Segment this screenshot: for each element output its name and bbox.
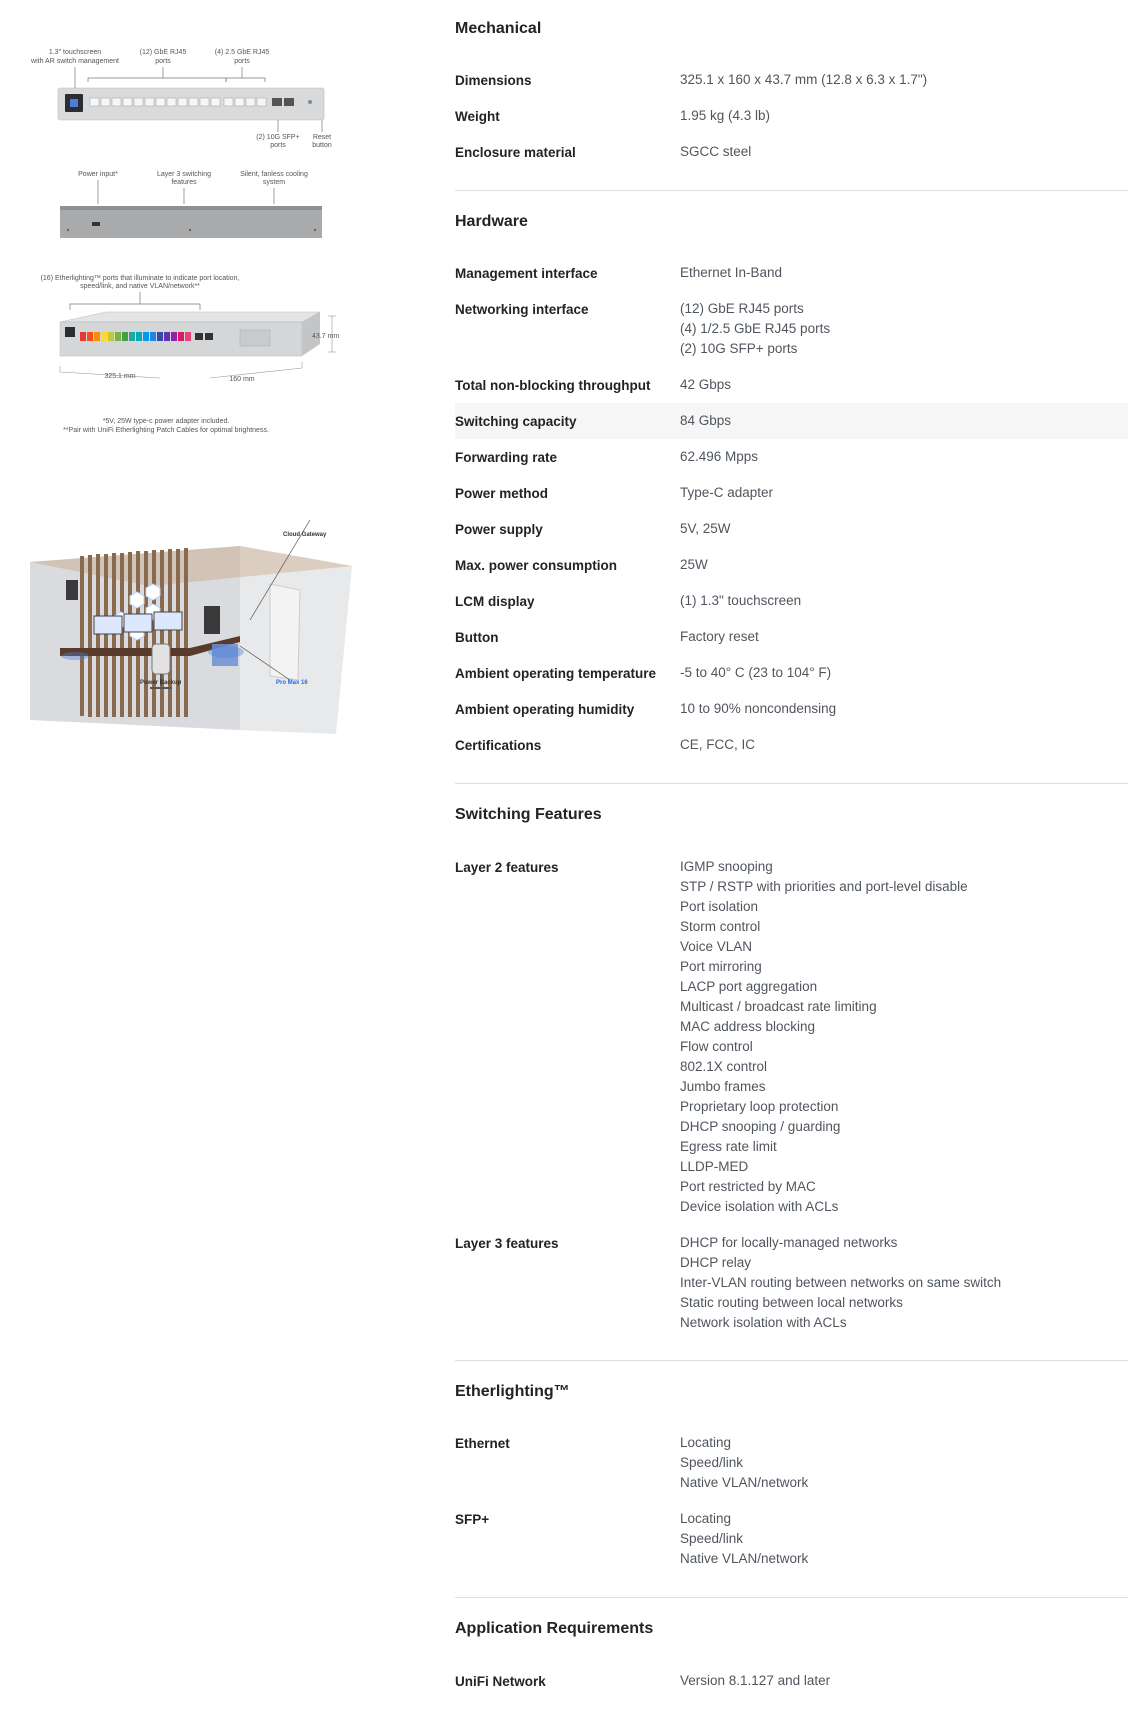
spec-sheet — [455, 0, 1128, 1727]
etherlighting-port — [94, 332, 100, 341]
callout-gbe-2: ports — [155, 58, 171, 65]
etherlighting-port — [87, 332, 93, 341]
value-operating-humidity: 10 to 90% noncondensing — [680, 701, 837, 716]
label-unifi-network: UniFi Network — [455, 1674, 546, 1689]
section-divider — [455, 1597, 1128, 1598]
etherlighting-port — [129, 332, 135, 341]
callout-layer3-2: features — [171, 179, 197, 186]
value-management-interface: Ethernet In-Band — [680, 265, 783, 280]
etherlighting-port — [171, 332, 177, 341]
callout-sfp-1: (2) 10G SFP+ — [256, 134, 300, 141]
dim-depth: 160 mm — [229, 376, 255, 383]
label-power-supply: Power supply — [455, 522, 543, 537]
callout-touchscreen-1: 1.3" touchscreen — [48, 49, 102, 56]
etherlighting-port — [101, 332, 107, 341]
callout-gbe-1: (12) GbE RJ45 — [139, 49, 187, 56]
value-weight: 1.95 kg (4.3 lb) — [680, 108, 771, 123]
label-networking-interface: Networking interface — [455, 302, 589, 317]
section-title-application-requirements: Application Requirements — [455, 1620, 654, 1637]
label-management-interface: Management interface — [455, 266, 598, 281]
label-operating-temperature: Ambient operating temperature — [455, 666, 657, 681]
etherlighting-port — [122, 332, 128, 341]
value-layer2-features: IGMP snooping STP / RSTP with priorities and port-level disable Port isolation Storm control Voice VLAN Port mirroring LACP port aggregation Multicast / broadcast rate limiting MAC address blocking Flow control 802.1X control Jumbo frames Proprietary loop protection DHCP snooping / guarding Egress rate limit LLDP-MED Port restricted by MAC Device isolation with ACLs — [680, 859, 968, 1214]
label-forwarding-rate: Forwarding rate — [455, 450, 558, 465]
callout-25gbe-1: (4) 2.5 GbE RJ45 — [214, 49, 270, 56]
product-images — [0, 0, 420, 1727]
etherlighting-port — [80, 332, 86, 341]
callout-reset-1: Reset — [312, 134, 332, 141]
etherlighting-port — [115, 332, 121, 341]
label-certifications: Certifications — [455, 738, 542, 753]
label-weight: Weight — [455, 109, 500, 124]
label-button: Button — [455, 630, 499, 645]
front-panel-diagram — [20, 44, 350, 164]
value-operating-temperature: -5 to 40° C (23 to 104° F) — [680, 665, 832, 680]
callout-fanless-2: system — [262, 179, 286, 186]
value-certifications: CE, FCC, IC — [680, 737, 756, 752]
value-unifi-network: Version 8.1.127 and later — [680, 1673, 831, 1688]
callout-fanless-1: Silent, fanless cooling — [240, 171, 308, 178]
label-layer3-features: Layer 3 features — [455, 1236, 559, 1251]
section-title-mechanical: Mechanical — [455, 20, 542, 37]
label-pro-max: Pro Max 16 — [276, 680, 308, 686]
room-scene-illustration — [0, 520, 400, 760]
etherlighting-diagram — [20, 272, 360, 437]
footnote-1: *5V, 25W type-c power adapter included. — [102, 418, 230, 425]
label-layer2-features: Layer 2 features — [455, 860, 559, 875]
value-layer3-features: DHCP for locally-managed networks DHCP relay Inter-VLAN routing between networks on same switch Static routing between local networks Network isolation with ACLs — [680, 1235, 1002, 1330]
value-power-supply: 5V, 25W — [680, 521, 731, 536]
callout-etherlighting-2: speed/link, and native VLAN/network** — [80, 283, 200, 290]
rear-panel-diagram — [20, 168, 350, 248]
value-switching-capacity: 84 Gbps — [680, 413, 732, 428]
label-dimensions: Dimensions — [455, 73, 532, 88]
label-ethernet: Ethernet — [455, 1436, 510, 1451]
label-throughput: Total non-blocking throughput — [455, 378, 651, 393]
value-throughput: 42 Gbps — [680, 377, 732, 392]
label-power-method: Power method — [455, 486, 549, 501]
label-power-backup: Power Backup — [140, 680, 182, 686]
callout-25gbe-2: ports — [234, 58, 250, 65]
value-dimensions: 325.1 x 160 x 43.7 mm (12.8 x 6.3 x 1.7") — [680, 72, 928, 87]
label-cloud-gateway: Cloud Gateway — [283, 532, 327, 538]
section-divider — [455, 783, 1128, 784]
etherlighting-port — [108, 332, 114, 341]
callout-power-input: Power input* — [78, 171, 118, 178]
section-title-hardware: Hardware — [455, 213, 528, 230]
etherlighting-port — [178, 332, 184, 341]
value-ethernet: Locating Speed/link Native VLAN/network — [680, 1435, 809, 1490]
value-forwarding-rate: 62.496 Mpps — [680, 449, 759, 464]
dim-height: 43.7 mm — [312, 333, 340, 340]
section-divider — [455, 190, 1128, 191]
etherlighting-port — [136, 332, 142, 341]
callout-etherlighting-1: (16) Etherlighting™ ports that illuminate to indicate port location, — [40, 275, 240, 282]
value-enclosure: SGCC steel — [680, 144, 752, 159]
value-button: Factory reset — [680, 629, 759, 644]
callout-reset-2: button — [312, 142, 332, 149]
footnote-2: **Pair with UniFi Etherlighting Patch Cables for optimal brightness. — [63, 427, 269, 434]
etherlighting-port — [157, 332, 163, 341]
etherlighting-port — [143, 332, 149, 341]
value-max-power: 25W — [680, 557, 708, 572]
value-networking-interface: (12) GbE RJ45 ports (4) 1/2.5 GbE RJ45 ports (2) 10G SFP+ ports — [680, 301, 831, 356]
section-divider — [455, 1360, 1128, 1361]
callout-touchscreen-2: with AR switch management — [31, 58, 119, 65]
section-title-switching-features: Switching Features — [455, 806, 602, 823]
etherlighting-port — [150, 332, 156, 341]
label-switching-capacity: Switching capacity — [455, 414, 577, 429]
label-sfp: SFP+ — [455, 1512, 490, 1527]
value-power-method: Type-C adapter — [680, 485, 774, 500]
dim-width: 325.1 mm — [104, 373, 136, 380]
etherlighting-port — [164, 332, 170, 341]
label-enclosure: Enclosure material — [455, 145, 576, 160]
label-max-power: Max. power consumption — [455, 558, 618, 573]
callout-layer3-1: Layer 3 switching — [156, 171, 212, 178]
callout-sfp-2: ports — [270, 142, 286, 149]
label-operating-humidity: Ambient operating humidity — [455, 702, 635, 717]
section-title-etherlighting: Etherlighting™ — [455, 1383, 570, 1400]
label-lcm-display: LCM display — [455, 594, 535, 609]
value-lcm-display: (1) 1.3" touchscreen — [680, 593, 802, 608]
value-sfp: Locating Speed/link Native VLAN/network — [680, 1511, 809, 1566]
etherlighting-port — [185, 332, 191, 341]
